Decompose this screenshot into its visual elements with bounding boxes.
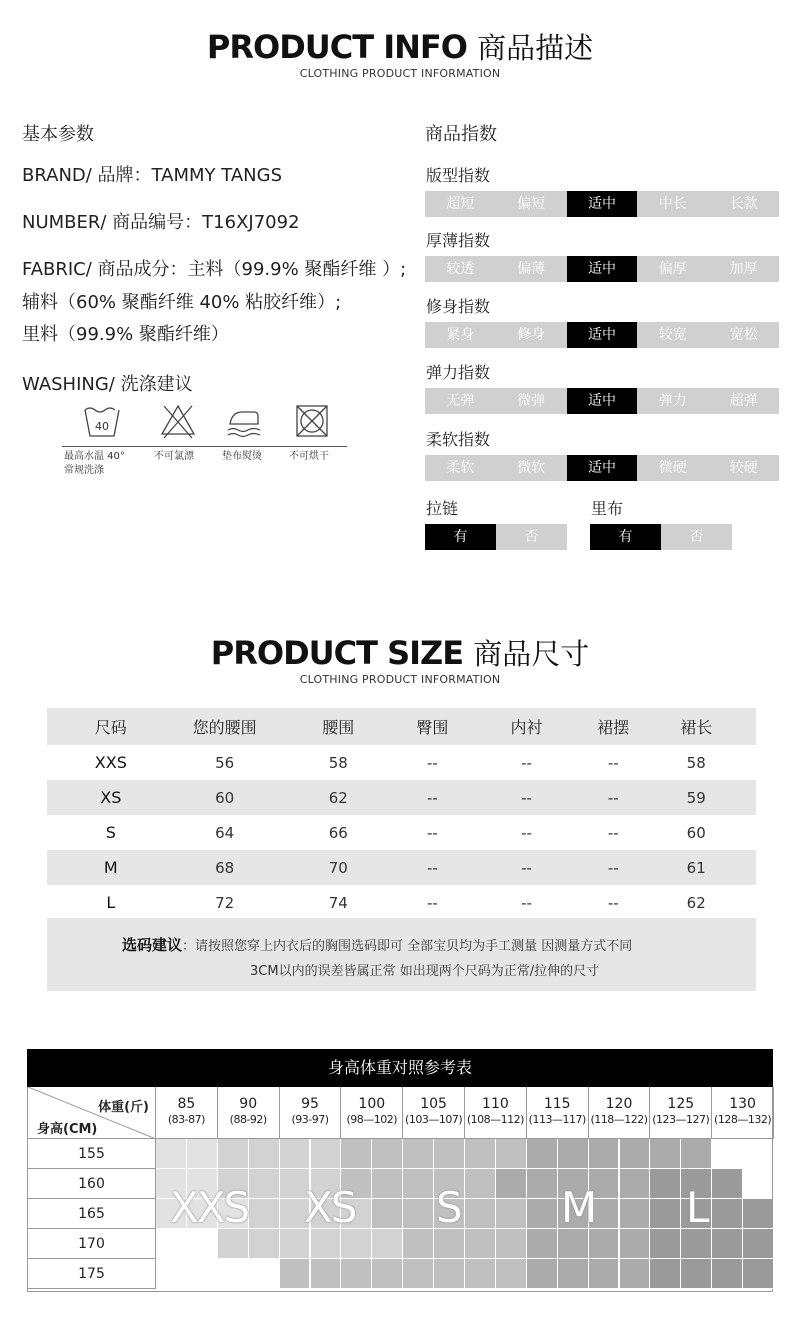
size-zone-cell <box>341 1259 372 1289</box>
weight-column-header <box>156 1087 218 1139</box>
wash-label-2: 不可氯漂 <box>154 451 194 462</box>
size-cell: XS <box>47 780 175 815</box>
weight-range: (103—107) <box>405 1113 463 1126</box>
table-cell: 72 <box>215 893 235 912</box>
weight-axis-label: 体重(斤) <box>98 1100 149 1115</box>
size-zone-cell <box>280 1229 311 1259</box>
size-zone-cell <box>496 1229 527 1259</box>
size-zone-cell <box>496 1259 527 1289</box>
size-zone-label: S <box>436 1183 461 1232</box>
index-option: 较硬 <box>729 460 758 476</box>
size-zone-cell <box>434 1139 465 1169</box>
size-zone-cell <box>589 1229 620 1259</box>
weight-range: (83-87) <box>167 1113 205 1126</box>
index-option: 长款 <box>729 196 758 212</box>
size-zone-cell <box>712 1169 743 1199</box>
table-row <box>47 745 756 780</box>
size-zone-cell <box>465 1169 496 1199</box>
fabric-text-1: FABRIC/ 商品成分：主料（99.9% 聚酯纤维 ）; <box>22 259 407 280</box>
size-zone-cell <box>712 1229 743 1259</box>
size-tip-line-1: 选码建议：请按照您穿上内衣后的胸围选码即可 全部宝贝均为手工测量 因测量方式不同 <box>122 936 633 954</box>
size-zone-cell <box>743 1199 774 1229</box>
fabric-text-3: 里料（99.9% 聚酯纤维） <box>22 324 229 345</box>
index-title: 修身指数 <box>426 297 491 316</box>
height-axis-label: 身高(CM) <box>37 1122 98 1137</box>
height-row-label: 175 <box>28 1259 156 1289</box>
col-header: 裙摆 <box>590 708 636 745</box>
table-cell: 58 <box>686 753 706 772</box>
weight-value: 110 <box>482 1096 509 1112</box>
weight-value: 105 <box>420 1096 447 1112</box>
weight-value: 85 <box>177 1096 196 1112</box>
weight-value: 115 <box>543 1096 571 1112</box>
washing-heading: WASHING/ 洗涤建议 <box>22 374 193 395</box>
weight-column-header <box>527 1087 589 1139</box>
index-option: 加厚 <box>729 261 758 277</box>
weight-range: (123—127) <box>652 1113 710 1126</box>
svg-text:40: 40 <box>95 420 109 433</box>
index-title: 厚薄指数 <box>426 231 491 250</box>
wash-label-4: 不可烘干 <box>289 451 329 462</box>
index-bar <box>425 191 779 217</box>
index-option: 宽松 <box>729 327 758 343</box>
height-weight-grid <box>27 1087 773 1292</box>
index-option: 修身 <box>517 327 546 343</box>
table-cell: 62 <box>275 780 402 815</box>
col-header: 内衬 <box>463 708 590 745</box>
size-tip-line-2: 3CM以内的误差皆属正常 如出现两个尺码为正常/拉伸的尺寸 <box>250 964 600 979</box>
size-zone-cell <box>403 1139 434 1169</box>
size-zone-cell <box>620 1199 651 1229</box>
index-option: 柔软 <box>446 460 475 476</box>
weight-column-header <box>650 1087 712 1139</box>
table-cell: -- <box>607 823 619 842</box>
size-zone-cell <box>650 1169 681 1199</box>
size-zone-cell <box>743 1229 774 1259</box>
size-zone-cell <box>650 1259 681 1289</box>
no-tumble-dry-icon <box>292 402 332 440</box>
table-cell: 58 <box>328 753 348 772</box>
iron-with-cloth-icon <box>224 402 264 440</box>
size-zone-cell <box>743 1259 774 1289</box>
table-cell: 66 <box>328 823 348 842</box>
fabric-text-2: 辅料（60% 聚酯纤维 40% 粘胶纤维）; <box>22 292 342 313</box>
size-zone-cell <box>311 1259 342 1289</box>
indices-heading: 商品指数 <box>425 124 497 145</box>
size-table <box>47 708 756 920</box>
weight-range: (108—112) <box>466 1113 524 1126</box>
height-row-label: 170 <box>28 1229 156 1259</box>
table-cell: 74 <box>328 893 348 912</box>
wash-label-3: 垫布熨烫 <box>222 451 262 462</box>
lining-bar <box>590 524 732 550</box>
weight-value: 100 <box>358 1096 386 1112</box>
col-header: 臀围 <box>402 708 463 745</box>
table-cell: 60 <box>686 823 706 842</box>
size-zone-cell <box>589 1259 620 1289</box>
height-row-label: 165 <box>28 1199 156 1229</box>
table-row <box>47 780 756 815</box>
index-option: 紧身 <box>446 327 475 343</box>
index-bar <box>425 256 779 282</box>
size-zone-cell <box>527 1139 558 1169</box>
table-cell: 61 <box>636 850 756 885</box>
size-zone-cell <box>681 1139 712 1169</box>
size-zone-label: M <box>561 1183 596 1232</box>
height-weight-title: 身高体重对照参考表 <box>27 1049 773 1087</box>
size-zone-cell <box>249 1169 280 1199</box>
size-zone-cell <box>465 1139 496 1169</box>
weight-value: 130 <box>729 1096 756 1112</box>
size-zone-cell <box>558 1229 589 1259</box>
zipper-bar <box>425 524 567 550</box>
index-option: 超短 <box>446 196 475 212</box>
index-option: 无弹 <box>446 393 475 409</box>
table-cell: -- <box>607 753 619 772</box>
weight-column-header <box>341 1087 403 1139</box>
table-cell: -- <box>463 780 590 815</box>
size-zone-cell <box>372 1259 403 1289</box>
weight-value: 95 <box>301 1096 319 1112</box>
size-zone-cell <box>465 1199 496 1229</box>
number-text: NUMBER/ 商品编号：T16XJ7092 <box>22 212 300 233</box>
index-title: 弹力指数 <box>426 363 491 382</box>
weight-value: 120 <box>605 1096 633 1112</box>
info-subtitle: CLOTHING PRODUCT INFORMATION <box>299 67 501 80</box>
size-zone-cell <box>434 1259 465 1289</box>
table-cell: -- <box>426 753 438 772</box>
table-row <box>47 885 756 920</box>
table-cell: 70 <box>275 850 402 885</box>
size-zone-cell <box>527 1169 558 1199</box>
size-zone-cell <box>650 1199 681 1229</box>
size-tip <box>47 918 756 991</box>
size-zone-cell <box>311 1229 342 1259</box>
no-bleach-icon <box>158 402 198 440</box>
lining-no: 否 <box>689 529 704 545</box>
table-cell: -- <box>590 850 636 885</box>
table-cell: -- <box>426 823 438 842</box>
size-zone-cell <box>496 1199 527 1229</box>
info-header <box>0 26 800 80</box>
index-bar <box>425 388 779 414</box>
wash-label-1: 最高水温 40° 常规洗涤 <box>64 451 125 476</box>
index-option: 偏薄 <box>517 261 546 277</box>
size-zone-cell <box>589 1139 620 1169</box>
table-cell: 64 <box>215 823 235 842</box>
weight-range: (88-92) <box>229 1113 267 1126</box>
col-header: 您的腰围 <box>175 708 275 745</box>
size-zone-cell <box>218 1229 249 1259</box>
size-zone-cell <box>465 1259 496 1289</box>
table-cell: -- <box>402 780 463 815</box>
size-subtitle: CLOTHING PRODUCT INFORMATION <box>299 673 501 686</box>
table-cell: -- <box>607 893 619 912</box>
lining-title: 里布 <box>591 499 624 518</box>
index-option: 偏厚 <box>658 261 687 277</box>
size-zone-cell <box>496 1139 527 1169</box>
size-zone-cell <box>341 1139 372 1169</box>
size-zone-cell <box>311 1139 342 1169</box>
table-row <box>47 850 756 885</box>
table-cell: 59 <box>636 780 756 815</box>
weight-column-header <box>403 1087 465 1139</box>
height-row-label: 155 <box>28 1139 156 1169</box>
index-option: 偏短 <box>517 196 546 212</box>
index-title: 柔软指数 <box>426 430 491 449</box>
index-title: 版型指数 <box>426 166 491 185</box>
washing-icons-row <box>62 402 347 447</box>
index-option: 微弹 <box>517 393 546 409</box>
size-zone-cell <box>681 1259 712 1289</box>
size-zone-cell <box>650 1139 681 1169</box>
size-zone-cell <box>249 1229 280 1259</box>
size-zone-cell <box>681 1229 712 1259</box>
index-option-selected: 适中 <box>567 322 638 348</box>
basic-heading: 基本参数 <box>22 124 94 145</box>
index-option: 微软 <box>517 460 546 476</box>
weight-range: (118—122) <box>590 1113 648 1126</box>
info-title: PRODUCT INFO 商品描述 <box>206 28 594 66</box>
col-header: 裙长 <box>636 708 756 745</box>
index-bar <box>425 322 779 348</box>
size-zone-cell <box>620 1169 651 1199</box>
size-zone-cell <box>403 1169 434 1199</box>
size-header <box>0 632 800 686</box>
index-option: 弹力 <box>658 393 687 409</box>
size-zone-cell <box>496 1169 527 1199</box>
lining-yes: 有 <box>590 524 661 550</box>
size-cell: S <box>105 823 116 842</box>
col-header: 腰围 <box>275 708 402 745</box>
index-option: 中长 <box>658 196 687 212</box>
col-header: 尺码 <box>47 708 175 745</box>
index-option: 较透 <box>446 261 475 277</box>
size-zone-cell <box>558 1139 589 1169</box>
size-zone-cell <box>280 1139 311 1169</box>
size-zone-cell <box>187 1139 218 1169</box>
size-zone-cell <box>558 1259 589 1289</box>
size-zone-cell <box>712 1259 743 1289</box>
size-zone-cell <box>280 1259 311 1289</box>
weight-column-header <box>465 1087 527 1139</box>
size-zone-cell <box>620 1229 651 1259</box>
size-zone-label: XXS <box>170 1183 249 1232</box>
size-zone-cell <box>620 1139 651 1169</box>
size-zone-cell <box>372 1199 403 1229</box>
table-cell: -- <box>521 753 532 772</box>
table-cell: 62 <box>686 893 706 912</box>
table-cell: -- <box>463 850 590 885</box>
weight-range: (93-97) <box>291 1113 329 1126</box>
table-cell: 60 <box>175 780 275 815</box>
height-row-label: 160 <box>28 1169 156 1199</box>
index-option: 超弹 <box>729 393 758 409</box>
size-zone-cell <box>341 1229 372 1259</box>
size-zone-cell <box>465 1229 496 1259</box>
size-zone-cell <box>372 1169 403 1199</box>
size-zone-label: XS <box>304 1183 356 1232</box>
table-cell: -- <box>590 780 636 815</box>
zipper-no: 否 <box>524 529 539 545</box>
zipper-yes: 有 <box>425 524 496 550</box>
size-zone-cell <box>403 1199 434 1229</box>
index-bar <box>425 455 779 481</box>
size-table-header <box>47 708 756 745</box>
size-zone-cell <box>434 1229 465 1259</box>
weight-column-header <box>280 1087 342 1139</box>
table-cell: -- <box>521 823 532 842</box>
size-zone-cell <box>527 1199 558 1229</box>
weight-range: (128—132) <box>714 1113 772 1126</box>
index-option-selected: 适中 <box>567 455 638 481</box>
size-zone-cell <box>620 1259 651 1289</box>
size-zone-cell <box>372 1229 403 1259</box>
zipper-title: 拉链 <box>426 499 459 518</box>
table-cell: -- <box>402 850 463 885</box>
index-option: 微硬 <box>658 460 687 476</box>
weight-column-header <box>712 1087 774 1139</box>
size-zone-cell <box>712 1199 743 1229</box>
table-cell: -- <box>521 893 532 912</box>
index-option-selected: 适中 <box>567 191 638 217</box>
weight-column-header <box>218 1087 280 1139</box>
index-option-selected: 适中 <box>567 256 638 282</box>
size-zone-cell <box>372 1139 403 1169</box>
weight-value: 125 <box>667 1096 695 1112</box>
size-title: PRODUCT SIZE 商品尺寸 <box>210 634 590 672</box>
table-cell: 68 <box>175 850 275 885</box>
size-zone-cell <box>527 1229 558 1259</box>
wash-tub-40-icon <box>82 402 122 440</box>
size-cell: XXS <box>94 753 127 772</box>
brand-text: BRAND/ 品牌：TAMMY TANGS <box>22 165 282 186</box>
size-zone-cell <box>403 1229 434 1259</box>
weight-column-header <box>589 1087 651 1139</box>
weight-range: (98—102) <box>346 1113 398 1126</box>
table-cell: -- <box>426 893 438 912</box>
table-row <box>47 815 756 850</box>
weight-range: (113—117) <box>528 1113 586 1126</box>
index-option: 较宽 <box>658 327 687 343</box>
table-cell: 56 <box>215 753 235 772</box>
size-zone-cell <box>249 1199 280 1229</box>
size-zone-label: L <box>686 1183 708 1232</box>
size-zone-cell <box>218 1139 249 1169</box>
size-cell: L <box>106 893 116 912</box>
size-zone-cell <box>156 1139 187 1169</box>
size-cell: M <box>47 850 175 885</box>
hw-corner <box>28 1087 156 1139</box>
size-zone-cell <box>249 1139 280 1169</box>
weight-value: 90 <box>239 1096 258 1112</box>
size-zone-cell <box>527 1259 558 1289</box>
index-option-selected: 适中 <box>567 388 638 414</box>
size-zone-cell <box>650 1229 681 1259</box>
size-zone-cell <box>403 1259 434 1289</box>
